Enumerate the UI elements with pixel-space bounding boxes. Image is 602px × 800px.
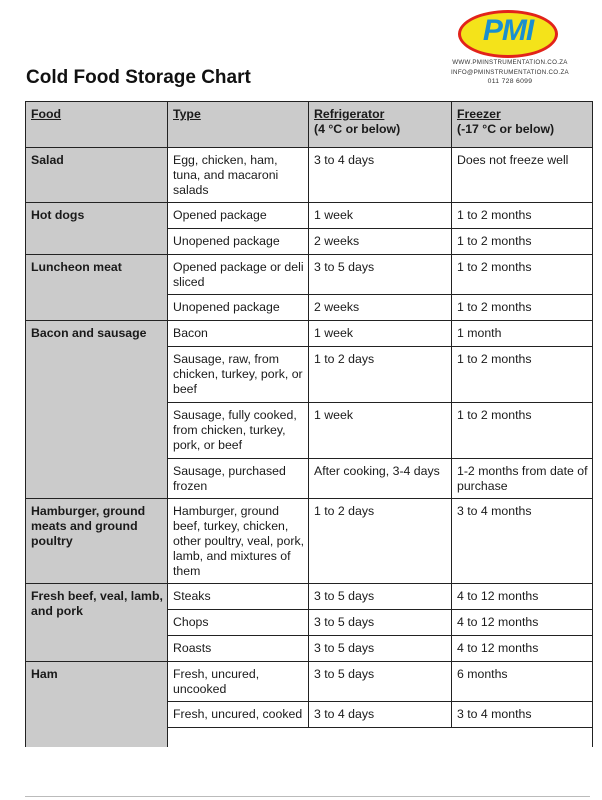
freezer-cell: 1 month	[452, 321, 593, 347]
freezer-cell: 4 to 12 months	[452, 610, 593, 636]
fridge-cell: 3 to 5 days	[309, 636, 452, 662]
fridge-cell: 3 to 4 days	[309, 148, 452, 203]
freezer-cell: 6 months	[452, 662, 593, 702]
freezer-cell: Does not freeze well	[452, 148, 593, 203]
fridge-cell: 3 to 5 days	[309, 662, 452, 702]
type-cell: Opened package or deli sliced	[168, 255, 309, 295]
freezer-cell: 1 to 2 months	[452, 255, 593, 295]
type-cell: Bacon	[168, 321, 309, 347]
table-row	[26, 255, 593, 295]
food-cell: Fresh beef, veal, lamb, and pork	[26, 584, 168, 662]
type-cell: Roasts	[168, 636, 309, 662]
footer-divider	[25, 796, 590, 797]
food-cell: Salad	[26, 148, 168, 203]
fridge-cell: 2 weeks	[309, 229, 452, 255]
type-cell: Sausage, raw, from chicken, turkey, pork, or beef	[168, 347, 309, 403]
freezer-cell: 1 to 2 months	[452, 403, 593, 459]
header-type: Type	[168, 102, 309, 148]
fridge-cell: 3 to 5 days	[309, 610, 452, 636]
fridge-cell: 1 week	[309, 203, 452, 229]
header-food: Food	[26, 102, 168, 148]
type-cell: Chops	[168, 610, 309, 636]
website-text: WWW.PMINSTRUMENTATION.CO.ZA	[452, 59, 568, 66]
freezer-cell: 4 to 12 months	[452, 584, 593, 610]
type-cell: Fresh, uncured, uncooked	[168, 662, 309, 702]
freezer-cell: 4 to 12 months	[452, 636, 593, 662]
type-cell: Opened package	[168, 203, 309, 229]
type-cell: Sausage, purchased frozen	[168, 459, 309, 499]
food-cell: Hamburger, ground meats and ground poultry	[26, 499, 168, 584]
page-title: Cold Food Storage Chart	[26, 67, 251, 88]
table-row	[26, 321, 593, 347]
type-cell: Fresh, uncured, cooked	[168, 702, 309, 728]
header-freezer: Freezer (-17 °C or below)	[452, 102, 593, 148]
type-cell: Steaks	[168, 584, 309, 610]
freezer-cell: 1-2 months from date of purchase	[452, 459, 593, 499]
header-row	[26, 102, 593, 148]
type-cell: Unopened package	[168, 295, 309, 321]
fridge-cell: 2 weeks	[309, 295, 452, 321]
freezer-cell: 1 to 2 months	[452, 347, 593, 403]
logo-text: PMI	[482, 14, 534, 47]
header-refrigerator: Refrigerator (4 °C or below)	[309, 102, 452, 148]
freezer-cell: 1 to 2 months	[452, 229, 593, 255]
fridge-cell: 1 to 2 days	[309, 499, 452, 584]
type-cell: Egg, chicken, ham, tuna, and macaroni salads	[168, 148, 309, 203]
freezer-cell: 3 to 4 months	[452, 499, 593, 584]
table-row	[26, 148, 593, 203]
food-cell: Ham	[26, 662, 168, 748]
fridge-cell: 1 week	[309, 403, 452, 459]
type-cell: Hamburger, ground beef, turkey, chicken, other poultry, veal, pork, lamb, and mixtures of them	[168, 499, 309, 584]
storage-table	[25, 101, 593, 747]
fridge-cell: After cooking, 3-4 days	[309, 459, 452, 499]
table-row	[26, 584, 593, 610]
freezer-cell: 1 to 2 months	[452, 203, 593, 229]
food-cell: Bacon and sausage	[26, 321, 168, 499]
fridge-cell: 1 to 2 days	[309, 347, 452, 403]
type-cell: Sausage, fully cooked, from chicken, turkey, pork, or beef	[168, 403, 309, 459]
food-cell: Luncheon meat	[26, 255, 168, 321]
contact-info	[432, 58, 588, 87]
fridge-cell: 3 to 5 days	[309, 255, 452, 295]
fridge-cell: 1 week	[309, 321, 452, 347]
email-text: INFO@PMINSTRUMENTATION.CO.ZA	[451, 68, 569, 76]
type-cell: Unopened package	[168, 229, 309, 255]
pmi-logo	[458, 10, 556, 56]
table-row	[26, 499, 593, 584]
fridge-cell: 3 to 4 days	[309, 702, 452, 728]
fridge-cell: 3 to 5 days	[309, 584, 452, 610]
freezer-cell: 3 to 4 months	[452, 702, 593, 728]
freezer-cell: 1 to 2 months	[452, 295, 593, 321]
food-cell: Hot dogs	[26, 203, 168, 255]
empty-cell	[168, 728, 593, 748]
table-row	[26, 203, 593, 229]
table-row	[26, 662, 593, 702]
phone-text: 011 728 6099	[487, 78, 533, 85]
